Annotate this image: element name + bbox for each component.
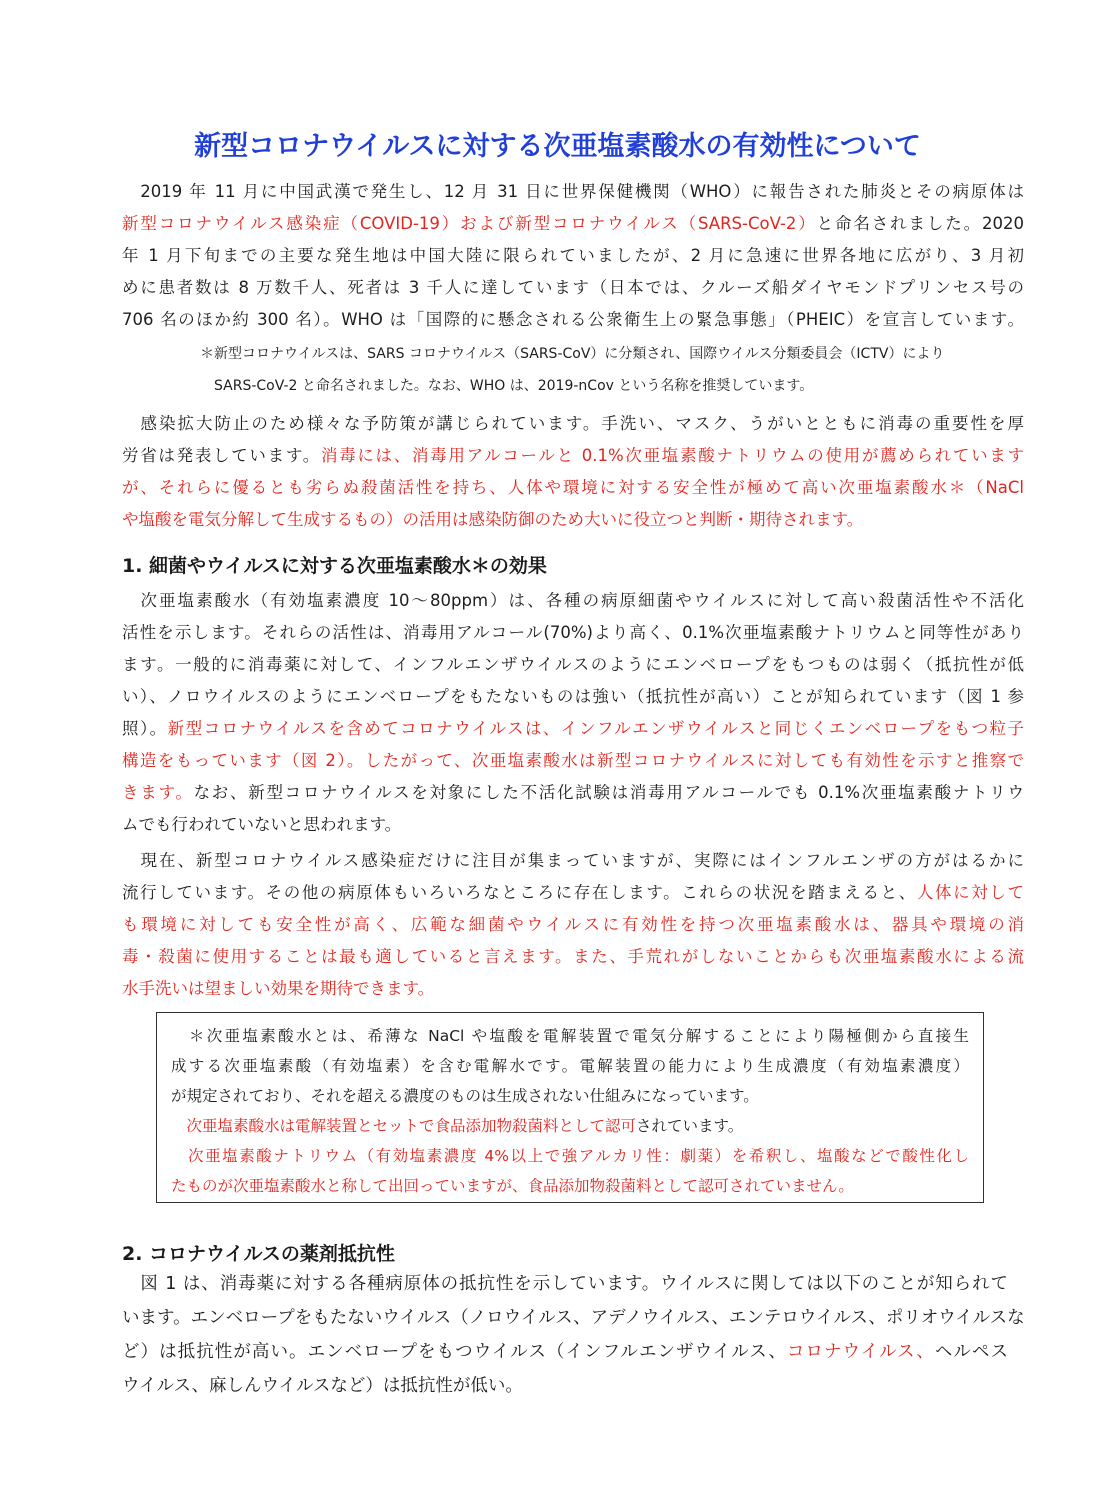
text-line	[122, 713, 1024, 745]
highlighted-text: や塩酸を電気分解して生成するもの）の活用は感染防御のため大いに役立つと判断・期待されます。	[122, 510, 864, 529]
highlighted-text: 毒・殺菌に使用することは最も適していると言えます。また、手荒れがしないことからも次亜塩素酸水による流	[122, 947, 1024, 966]
body-text: 照）。	[122, 719, 168, 738]
body-text: ど）は抵抗性が高い。エンベロープをもつウイルス（インフルエンザウイルス、	[122, 1342, 787, 1362]
text-line	[122, 877, 1024, 909]
text-line	[200, 338, 1020, 370]
text-line	[171, 1051, 969, 1081]
text-line	[122, 973, 1024, 1005]
body-text: 次亜塩素酸水（有効塩素濃度 10～80ppm）は、各種の病原細菌やウイルスに対して高い殺菌活性や不活化	[122, 591, 1024, 610]
body-text: ウイルス、麻しんウイルスなど）は抵抗性が低い。	[122, 1376, 523, 1396]
body-text: が規定されており、それを超える濃度のものは生成されない仕組みになっています。	[171, 1087, 759, 1105]
text-line	[171, 1081, 969, 1111]
definition-box	[156, 1012, 984, 1203]
body-text: ムでも行われていないと思われます。	[122, 815, 402, 834]
body-text: 年 1 月下旬までの主要な発生地は中国大陸に限られていましたが、2 月に急速に世界各地に広がり、3 月初	[122, 246, 1024, 265]
highlighted-text: きます。	[122, 783, 194, 802]
definition-box-text	[171, 1021, 969, 1201]
highlighted-text: 消毒には、消毒用アルコールと 0.1%次亜塩素酸ナトリウムの使用が薦められています	[320, 446, 1024, 465]
body-text: い）、ノロウイルスのようにエンベロープをもたないものは強い（抵抗性が高い）ことが知られています（図 1 参	[122, 687, 1024, 706]
text-line	[200, 370, 1020, 402]
text-line	[122, 408, 1024, 440]
prevention-paragraph	[122, 408, 1024, 536]
section-1-paragraph	[122, 585, 1024, 841]
text-line	[122, 240, 1024, 272]
body-text: と命名されました。2020	[816, 214, 1024, 233]
text-line	[122, 745, 1024, 777]
body-text: 図 1 は、消毒薬に対する各種病原体の抵抗性を示しています。ウイルスに関しては以下のことが知られて	[122, 1274, 1008, 1294]
text-line	[122, 845, 1024, 877]
document-title: 新型コロナウイルスに対する次亜塩素酸水の有効性について	[194, 131, 921, 162]
highlighted-text: 新型コロナウイルス感染症（COVID-19）および新型コロナウイルス（SARS-CoV-2）	[122, 214, 817, 233]
highlighted-text: コロナウイルス、	[786, 1342, 935, 1362]
section-1-paragraph-2	[122, 845, 1024, 1005]
section-2-paragraph	[122, 1267, 1025, 1403]
text-line	[122, 1369, 1008, 1403]
text-line	[122, 1301, 1025, 1335]
body-text: なお、新型コロナウイルスを対象にした不活化試験は消毒用アルコールでも 0.1%次亜塩素酸ナトリウ	[193, 783, 1025, 802]
highlighted-text: 人体に対して	[916, 883, 1024, 902]
highlighted-text: が、それらに優るとも劣らぬ殺菌活性を持ち、人体や環境に対する安全性が極めて高い次亜塩素酸水＊（NaCl	[122, 478, 1024, 497]
body-text: 現在、新型コロナウイルス感染症だけに注目が集まっていますが、実際にはインフルエンザの方がはるかに	[122, 851, 1024, 870]
body-text: めに患者数は 8 万数千人、死者は 3 千人に達しています（日本では、クルーズ船ダイヤモンドプリンセス号の	[122, 278, 1024, 297]
body-text: います。エンベロープをもたないウイルス（ノロウイルス、アデノウイルス、エンテロウイルス、ポリオウイルスな	[122, 1308, 1025, 1328]
text-line	[122, 504, 1024, 536]
text-line	[171, 1171, 969, 1201]
body-text: 706 名のほか約 300 名）。WHO は「国際的に懸念される公衆衛生上の緊急事態」（PHEIC）を宣言しています。	[122, 310, 1024, 329]
highlighted-text: たものが次亜塩素酸水と称して出回っていますが、食品添加物殺菌料として認可されていません。	[171, 1177, 854, 1195]
body-text: ヘルペス	[934, 1342, 1008, 1362]
highlighted-text: 次亜塩素酸水は電解装置とセットで食品添加物殺菌料として認可	[171, 1117, 637, 1135]
text-line	[122, 649, 1024, 681]
intro-footnote	[200, 338, 1020, 402]
text-line	[122, 440, 1024, 472]
section-2-heading: 2. コロナウイルスの薬剤抵抗性	[122, 1243, 395, 1265]
body-text: 成する次亜塩素酸（有効塩素）を含む電解水です。電解装置の能力により生成濃度（有効塩素濃度）	[171, 1057, 969, 1075]
body-text: 2019 年 11 月に中国武漢で発生し、12 月 31 日に世界保健機関（WHO）に報告された肺炎とその病原体は	[122, 182, 1024, 201]
text-line	[122, 617, 1024, 649]
text-line	[122, 1335, 1008, 1369]
text-line	[122, 272, 1024, 304]
text-line	[171, 1021, 969, 1051]
text-line	[122, 208, 1024, 240]
text-line	[122, 809, 1024, 841]
section-1-heading: 1. 細菌やウイルスに対する次亜塩素酸水＊の効果	[122, 555, 547, 577]
text-line	[122, 941, 1024, 973]
highlighted-text: 構造をもっています（図 2）。したがって、次亜塩素酸水は新型コロナウイルスに対しても有効性を示すと推察で	[122, 751, 1024, 770]
highlighted-text: 次亜塩素酸ナトリウム（有効塩素濃度 4%以上で強アルカリ性：劇薬）を希釈し、塩酸などで酸性化し	[171, 1147, 969, 1165]
body-text: ＊次亜塩素酸水とは、希薄な NaCl や塩酸を電解装置で電気分解することにより陽極側から直接生	[171, 1027, 969, 1045]
text-line	[171, 1141, 969, 1171]
body-text: 流行しています。その他の病原体もいろいろなところに存在します。これらの状況を踏まえると、	[122, 883, 917, 902]
body-text: されています。	[636, 1117, 744, 1135]
body-text: ＊新型コロナウイルスは、SARS コロナウイルス（SARS-CoV）に分類され、国際ウイルス分類委員会（ICTV）により	[200, 346, 945, 362]
intro-paragraph	[122, 176, 1024, 336]
highlighted-text: 新型コロナウイルスを含めてコロナウイルスは、インフルエンザウイルスと同じくエンベロープをもつ粒子	[167, 719, 1025, 738]
text-line	[122, 1267, 1008, 1301]
body-text: 活性を示します。それらの活性は、消毒用アルコール(70%)より高く、0.1%次亜塩素酸ナトリウムと同等性があり	[122, 623, 1024, 642]
text-line	[122, 304, 1024, 336]
body-text: SARS-CoV-2 と命名されました。なお、WHO は、2019-nCov という名称を推奨しています。	[200, 378, 814, 394]
text-line	[171, 1111, 969, 1141]
text-line	[122, 909, 1024, 941]
highlighted-text: も環境に対しても安全性が高く、広範な細菌やウイルスに有効性を持つ次亜塩素酸水は、器具や環境の消	[122, 915, 1024, 934]
highlighted-text: 水手洗いは望ましい効果を期待できます。	[122, 979, 435, 998]
text-line	[122, 681, 1024, 713]
body-text: 労省は発表しています。	[122, 446, 321, 465]
text-line	[122, 176, 1024, 208]
body-text: 感染拡大防止のため様々な予防策が講じられています。手洗い、マスク、うがいとともに消毒の重要性を厚	[122, 414, 1024, 433]
text-line	[122, 777, 1024, 809]
text-line	[122, 472, 1024, 504]
text-line	[122, 585, 1024, 617]
body-text: ます。一般的に消毒薬に対して、インフルエンザウイルスのようにエンベロープをもつものは弱く（抵抗性が低	[122, 655, 1024, 674]
